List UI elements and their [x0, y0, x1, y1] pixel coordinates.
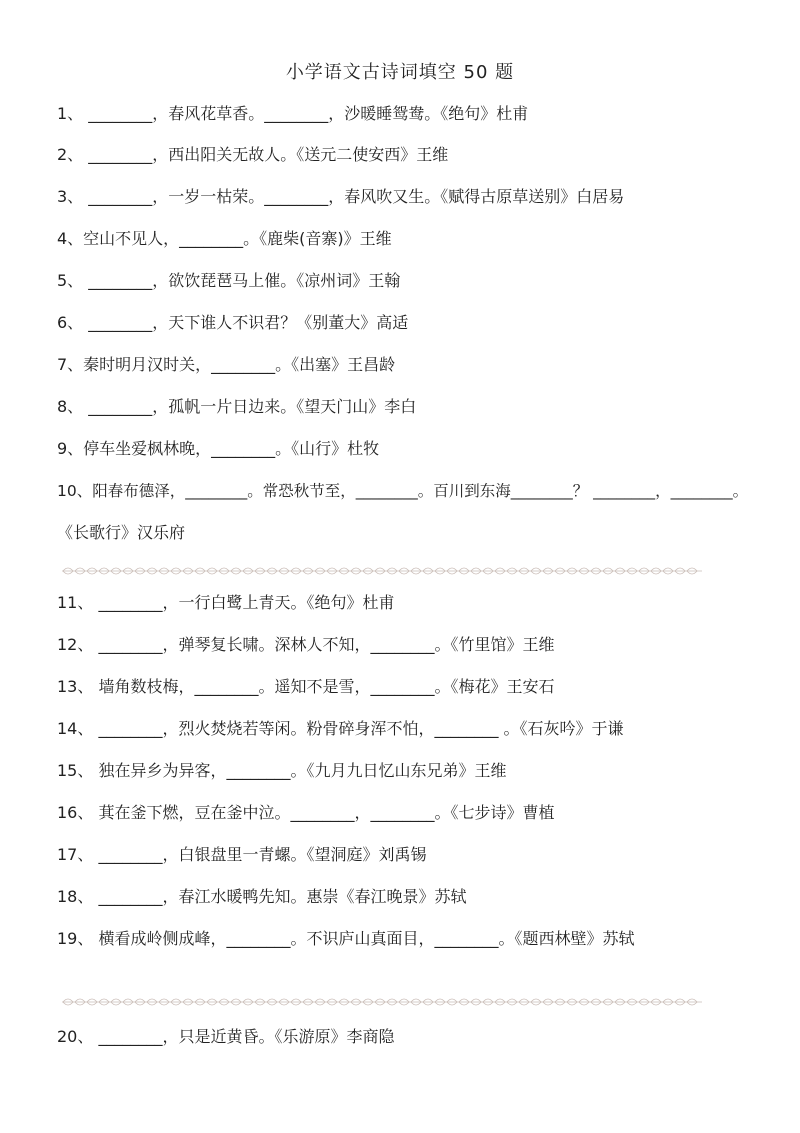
question-6: 6、 ________，天下谁人不识君？《别董大》高适: [57, 313, 409, 332]
ornamental-divider: [62, 565, 702, 577]
question-18: 18、 ________，春江水暖鸭先知。惠崇《春江晚景》苏轼: [57, 887, 467, 906]
question-10: 10、阳春布德泽，________。常恐秋节至，________。百川到东海________？ ________，________。: [57, 482, 749, 500]
question-7: 7、秦时明月汉时关，________。《出塞》王昌龄: [57, 355, 396, 374]
question-10-source: 《长歌行》汉乐府: [57, 523, 186, 542]
question-15: 15、 独在异乡为异客，________。《九月九日忆山东兄弟》王维: [57, 761, 507, 780]
question-14: 14、 ________，烈火焚烧若等闲。粉骨碎身浑不怕，________ 。《石灰吟》于谦: [57, 719, 624, 738]
question-2: 2、 ________，西出阳关无故人。《送元二使安西》王维: [57, 145, 449, 164]
question-16: 16、 萁在釜下燃，豆在釜中泣。________，________。《七步诗》曹植: [57, 803, 555, 822]
question-19: 19、 横看成岭侧成峰，________。不识庐山真面目，________。《题西林壁》苏轼: [57, 929, 635, 948]
question-9: 9、停车坐爱枫林晚，________。《山行》杜牧: [57, 439, 380, 458]
question-8: 8、 ________，孤帆一片日边来。《望天门山》李白: [57, 397, 417, 416]
question-11: 11、 ________，一行白鹭上青天。《绝句》杜甫: [57, 593, 395, 612]
question-1: 1、 ________，春风花草香。________，沙暖睡鸳鸯。《绝句》杜甫: [57, 104, 529, 123]
question-3: 3、 ________，一岁一枯荣。________，春风吹又生。《赋得古原草送别》白居易: [57, 187, 625, 206]
question-4: 4、空山不见人，________。《鹿柴(音寨)》王维: [57, 229, 392, 248]
question-20: 20、 ________，只是近黄昏。《乐游原》李商隐: [57, 1027, 395, 1046]
question-13: 13、 墙角数枝梅，________。遥知不是雪，________。《梅花》王安石: [57, 677, 555, 696]
page-title: 小学语文古诗词填空 50 题: [285, 62, 515, 83]
question-12: 12、 ________，弹琴复长啸。深林人不知，________。《竹里馆》王维: [57, 635, 555, 654]
question-17: 17、 ________，白银盘里一青螺。《望洞庭》刘禹锡: [57, 845, 427, 864]
question-5: 5、 ________，欲饮琵琶马上催。《凉州词》王翰: [57, 271, 401, 290]
ornamental-divider: [62, 996, 702, 1008]
divider-pattern: [62, 999, 702, 1005]
divider-pattern: [62, 568, 702, 574]
